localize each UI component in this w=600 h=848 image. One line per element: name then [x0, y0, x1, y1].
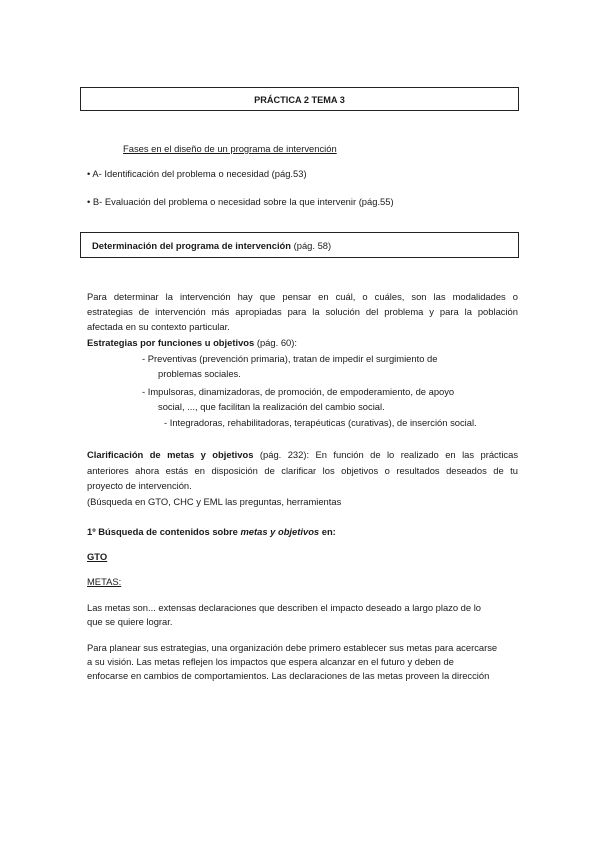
strategy-item-2-line-2: social, ..., que facilitan la realización del cambio social. [158, 401, 385, 412]
clarification-heading: Clarificación de metas y objetivos [87, 449, 254, 460]
phases-heading: Fases en el diseño de un programa de intervención [123, 143, 337, 154]
section-box [80, 232, 519, 258]
gto-paragraph-1-line-1: Las metas son... extensas declaraciones que describen el impacto deseado a largo plazo de lo [87, 602, 481, 613]
phase-item-b: B- Evaluación del problema o necesidad sobre la que intervenir (pág.55) [92, 196, 394, 207]
phase-item-a: A- Identificación del problema o necesidad (pág.53) [92, 168, 307, 179]
list-item [87, 168, 307, 180]
search-emphasis: metas y objetivos [240, 526, 320, 537]
intro-line-2: estrategias de intervención más apropiadas para la solución del problema y para la población [87, 306, 518, 317]
clarification-line-2: anteriores ahora estás en disposición de clarificar los objetivos o resultados deseados de tu [87, 465, 518, 476]
strategies-page-ref: (pág. 60): [256, 337, 297, 348]
strategy-item-3: - Integradoras, rehabilitadoras, terapéuticas (curativas), de inserción social. [164, 417, 477, 428]
gto-paragraph-2-line-3: enfocarse en cambios de comportamientos. Las declaraciones de las metas proveen la dirección [87, 670, 490, 681]
strategy-item-2-line-1: - Impulsoras, dinamizadoras, de promoción, de empoderamiento, de apoyo [142, 386, 455, 397]
intro-line-3: afectada en su contexto particular. [87, 321, 230, 332]
title-box [80, 87, 519, 111]
search-heading [87, 526, 336, 538]
list-item [87, 196, 394, 208]
search-suffix: en: [319, 526, 336, 537]
clarification-line-3: proyecto de intervención. [87, 480, 192, 491]
gto-paragraph-2-line-1: Para planear sus estrategias, una organización debe primero establecer sus metas para acercarse [87, 642, 498, 653]
metas-label: METAS: [87, 576, 122, 587]
strategy-item-1-line-1: - Preventivas (prevención primaria), tratan de impedir el surgimiento de [142, 353, 438, 364]
section-page-ref: (pág. 58) [293, 240, 332, 251]
page-title: PRÁCTICA 2 TEMA 3 [254, 95, 345, 105]
bullet: • [87, 168, 91, 179]
strategy-item-1-line-2: problemas sociales. [158, 368, 241, 379]
section-label: Determinación del programa de intervención [92, 240, 292, 251]
strategies-heading: Estrategias por funciones u objetivos [87, 337, 255, 348]
search-prefix: 1º Búsqueda de contenidos sobre [87, 526, 241, 537]
gto-label: GTO [87, 551, 108, 562]
section-heading [92, 240, 331, 252]
strategies-heading-line [87, 337, 297, 349]
clarification-line-1-rest: (pág. 232): En función de lo realizado en las prácticas [259, 449, 519, 460]
clarification-line-4: (Búsqueda en GTO, CHC y EML las preguntas, herramientas [87, 496, 342, 507]
gto-paragraph-2-line-2: a su visión. Las metas reflejen los impactos que espera alcanzar en el futuro y deben de [87, 656, 454, 667]
intro-line-1: Para determinar la intervención hay que pensar en cuál, o cuáles, son las modalidades o [87, 291, 518, 302]
bullet: • [87, 196, 91, 207]
clarification-line-1 [87, 449, 518, 461]
gto-paragraph-1-line-2: que se quiere lograr. [87, 616, 173, 627]
